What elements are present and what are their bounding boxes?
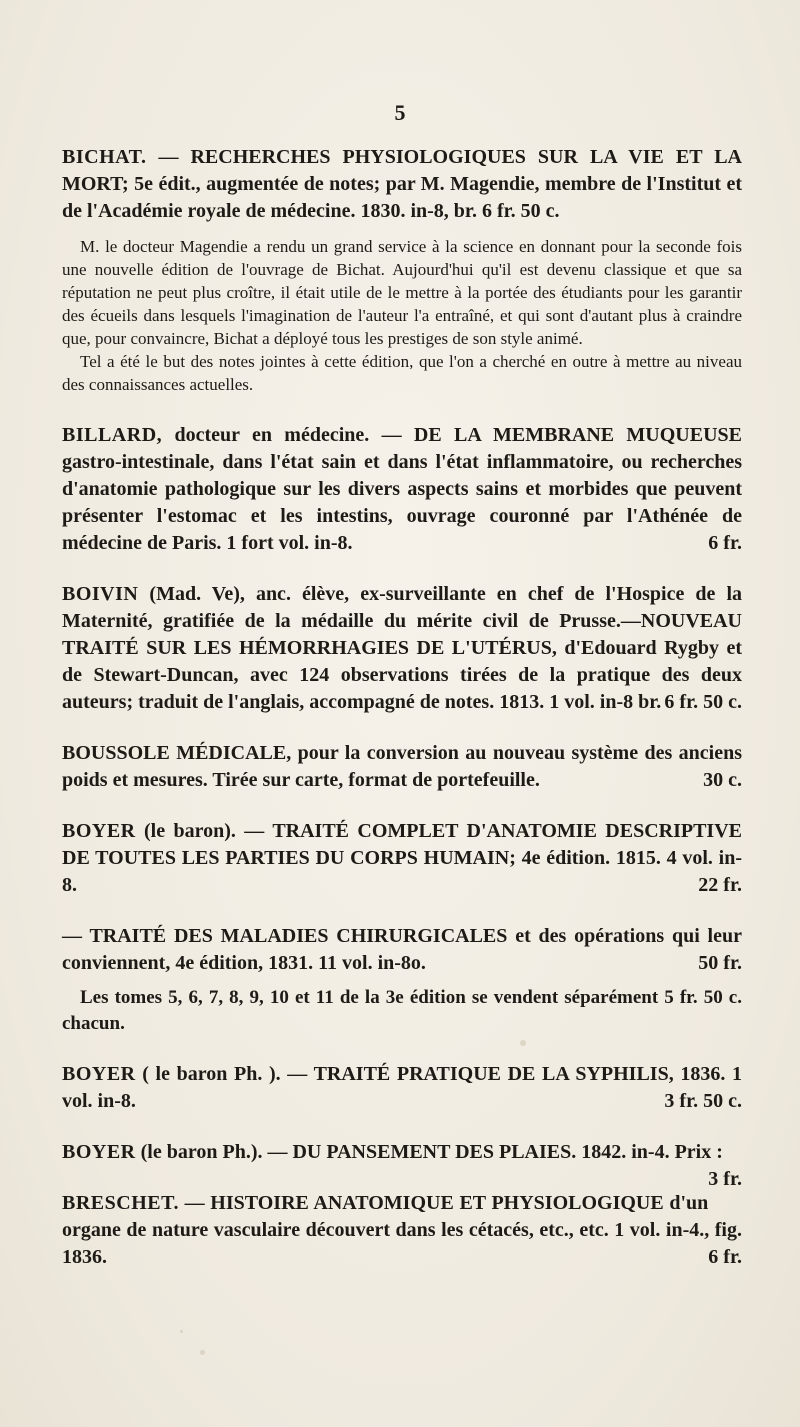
entry-text: BOUSSOLE MÉDICALE, pour la conversion au nouveau système des anciens poids et mesures. Tirée sur carte, format de portefeuille. (62, 742, 742, 791)
catalog-entry-billard (62, 422, 742, 557)
catalog-entry-boyer-anatomie (62, 818, 742, 899)
paper-speck (200, 1350, 205, 1355)
entry-author: BOYER (62, 1063, 136, 1085)
entry-text: (Mad. Ve), anc. élève, ex-surveillante en chef de l'Hospice de la Maternité, gratifiée de la médaille du mérite civil de Prusse.—NOUVEAU TRAITÉ SUR LES HÉMORRHAGIES DE L'UTÉRUS, d'Edouard Rygby et de Stewart-Duncan, avec 124 observations tirées de la pratique des deux auteurs; traduit de l'anglais, accompagné de notes. 1813. 1 vol. in-8 br. (62, 583, 742, 713)
entry-author: BRESCHET. (62, 1192, 179, 1214)
note-paragraph: M. le docteur Magendie a rendu un grand service à la science en donnant pour la seconde fois une nouvelle édition de l'ouvrage de Bichat. Aujourd'hui qu'il est devenu classique et que sa réputation ne peut plus croître, il était utile de le mettre à la portée des étudiants pour les garantir des écueils dans lesquels l'imagination de l'auteur l'a entraîné, et qui sont d'autant plus à craindre que, pour convaincre, Bichat a déployé tous les prestiges de son style animé. (62, 237, 742, 348)
paper-speck (180, 1330, 183, 1333)
entry-text: (le baron). — TRAITÉ COMPLET D'ANATOMIE DESCRIPTIVE DE TOUTES LES PARTIES DU CORPS HUMAIN; 4e édition. 1815. 4 vol. in-8. (62, 820, 742, 896)
entry-author: BICHAT. (62, 146, 147, 168)
page-number: 5 (394, 100, 406, 125)
entry-text: ( le baron Ph. ). — TRAITÉ PRATIQUE DE LA SYPHILIS, 1836. 1 vol. in-8. (62, 1063, 742, 1112)
note-paragraph: Tel a été le but des notes jointes à cette édition, que l'on a cherché en outre à mettre au niveau des connaissances actuelles. (62, 352, 742, 394)
entry-price: 30 c. (703, 769, 742, 791)
catalog-content (62, 144, 742, 1295)
catalog-entry-boyer-pansement (62, 1139, 742, 1190)
entry-price: 6 fr. (708, 532, 742, 554)
catalog-entry-boivin (62, 581, 742, 716)
entry-price: 3 fr. (708, 1168, 742, 1190)
entry-price: 22 fr. (698, 874, 742, 896)
entry-extra-note (62, 985, 742, 1037)
catalog-entry-breschet (62, 1190, 742, 1271)
paper-speck (520, 1040, 526, 1046)
entry-price: 3 fr. 50 c. (664, 1090, 742, 1112)
entry-extra: Les tomes 5, 6, 7, 8, 9, 10 et 11 de la 3e édition se vendent séparément 5 fr. 50 c. chacun. (62, 987, 742, 1034)
catalog-entry-boyer-maladies (62, 923, 742, 977)
entry-text: — HISTOIRE ANATOMIQUE ET PHYSIOLOGIQUE d'un organe de nature vasculaire découvert dans les cétacés, etc., etc. 1 vol. in-4., fig. 1836. (62, 1192, 742, 1268)
catalog-entry-boussole (62, 740, 742, 794)
entry-author: BOYER (62, 1141, 136, 1163)
entry-text: — RECHERCHES PHYSIOLOGIQUES SUR LA VIE ET LA MORT; 5e édit., augmentée de notes; par M. Magendie, membre de l'Institut et de l'Académie royale de médecine. 1830. in-8, br. (62, 146, 742, 222)
entry-price: 6 fr. (708, 1246, 742, 1268)
entry-text: (le baron Ph.). — DU PANSEMENT DES PLAIES. 1842. in-4. Prix : (135, 1141, 723, 1163)
entry-price: 50 fr. (698, 952, 742, 974)
entry-text: — TRAITÉ DES MALADIES CHIRURGICALES et des opérations qui leur conviennent, 4e édition, 1831. 11 vol. in-8o. (62, 925, 742, 974)
entry-author: BOIVIN (62, 583, 139, 605)
entry-author: BILLARD, (62, 424, 163, 446)
entry-author: BOYER (62, 820, 136, 842)
catalog-entry-bichat (62, 144, 742, 225)
catalog-entry-boyer-syphilis (62, 1061, 742, 1115)
entry-text: docteur en médecine. — DE LA MEMBRANE MUQUEUSE gastro-intestinale, dans l'état sain et dans l'état inflammatoire, ou recherches d'anatomie pathologique sur les divers aspects sains et morbides que peuvent présenter l'estomac et les intestins, ouvrage couronné par l'Athénée de médecine de Paris. 1 fort vol. in-8. (62, 424, 742, 554)
entry-note-bichat (62, 235, 742, 396)
entry-price: 6 fr. 50 c. (664, 691, 742, 713)
entry-price: 6 fr. 50 c. (481, 200, 560, 222)
